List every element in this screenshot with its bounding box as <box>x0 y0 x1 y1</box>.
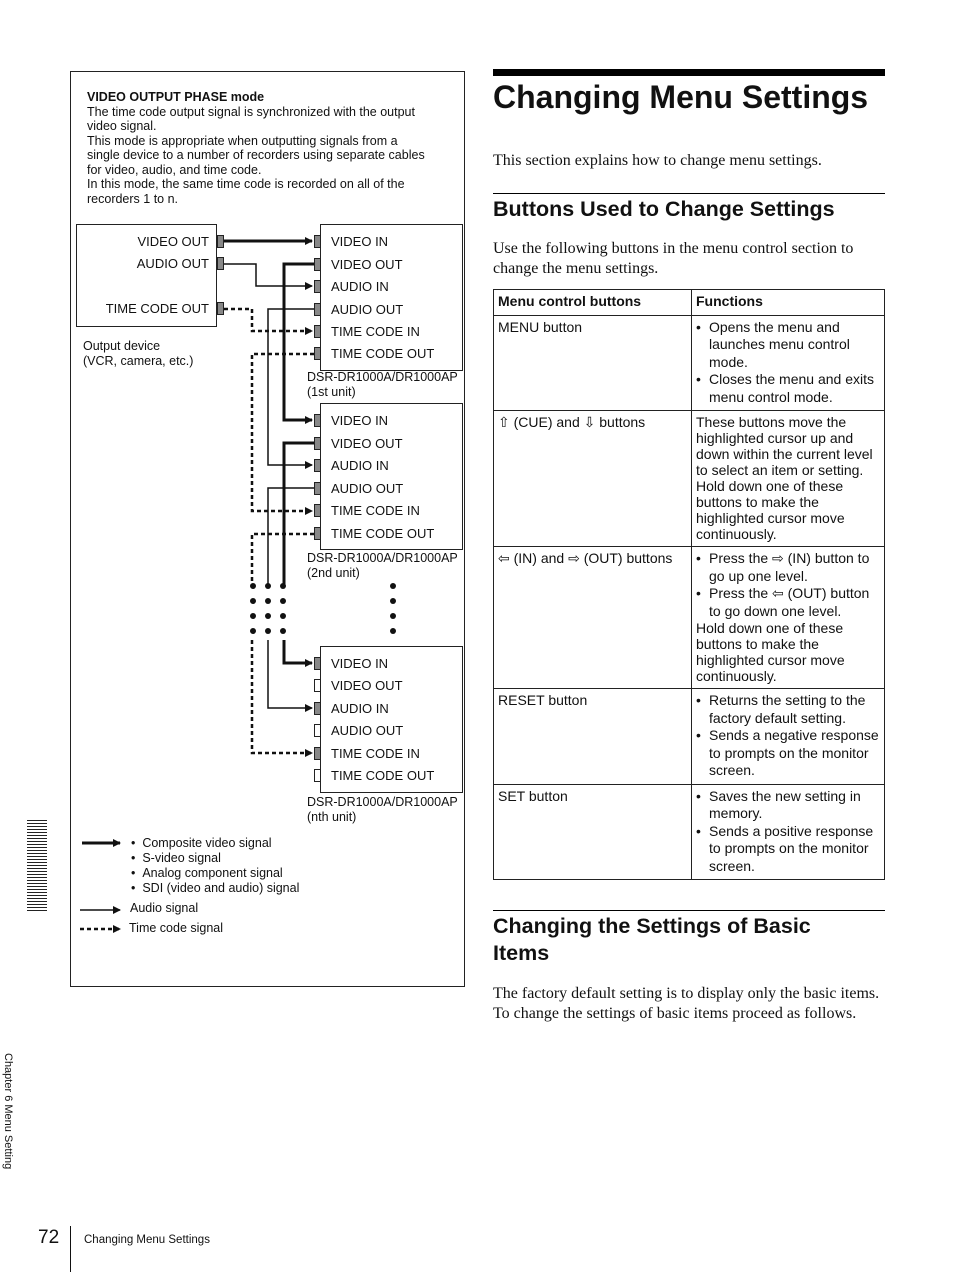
button-function <box>692 411 885 547</box>
note-line: The time code output signal is synchronized with the output <box>87 104 415 119</box>
chapter-side-label: Chapter 6 Menu Setting <box>2 1053 14 1170</box>
note-line: In this mode, the same time code is recorded on all of the <box>87 177 405 191</box>
legend-item-label: Composite video signal <box>142 836 272 850</box>
button-name: ⇧ (CUE) and ⇩ buttons <box>494 411 692 547</box>
page-number: 72 <box>38 1227 60 1248</box>
legend-audio-label: Audio signal <box>130 901 199 915</box>
table-row <box>494 547 885 689</box>
legend-item-label: Analog component signal <box>142 866 283 880</box>
table-row <box>494 411 885 547</box>
unit-port-label: AUDIO IN <box>331 458 389 473</box>
legend-item-label: SDI (video and audio) signal <box>142 881 300 895</box>
function-bullet: • Saves the new setting in memory. <box>696 788 879 823</box>
caption-line: Output device <box>83 339 161 353</box>
note-line: for video, audio, and time code. <box>87 162 262 177</box>
function-bullet: • Sends a positive response to prompts on the monitor screen. <box>696 823 879 876</box>
unit-port-label: TIME CODE OUT <box>331 526 435 541</box>
section-text: The factory default setting is to display only the basic items. To change the settings of basic items proceed as follows. <box>493 985 880 1022</box>
unit-port-label: TIME CODE OUT <box>331 768 435 783</box>
section-heading-basic-items: Changing the Settings of Basic Items <box>493 914 811 965</box>
button-name: MENU button <box>494 315 692 411</box>
caption-line: DSR-DR1000A/DR1000AP <box>307 795 458 809</box>
button-function <box>692 689 885 785</box>
legend-item: • Analog component signal <box>131 866 283 880</box>
unit-port-label: VIDEO OUT <box>331 436 403 451</box>
caption-line: (VCR, camera, etc.) <box>83 354 194 368</box>
unit-port-label: TIME CODE IN <box>331 324 420 339</box>
audio-line <box>224 264 312 286</box>
caption-line: (2nd unit) <box>307 566 360 580</box>
button-name: ⇦ (IN) and ⇨ (OUT) buttons <box>494 547 692 689</box>
function-bullet: • Press the ⇨ (IN) button to go up one level. <box>696 550 879 585</box>
menu-buttons-table <box>493 289 885 880</box>
unit-port-label: AUDIO OUT <box>331 481 404 496</box>
table-header: Menu control buttons <box>494 290 692 316</box>
button-name: RESET button <box>494 689 692 785</box>
note-line: video signal. <box>87 119 157 133</box>
legend-video-items <box>131 836 299 896</box>
timecode-line <box>252 640 312 753</box>
caption-line: DSR-DR1000A/DR1000AP <box>307 370 458 384</box>
note-line: This mode is appropriate when outputting signals from a <box>87 133 398 148</box>
table-row <box>494 689 885 785</box>
port-label-time-code-out: TIME CODE OUT <box>105 301 209 316</box>
unit-port-label: AUDIO IN <box>331 279 389 294</box>
function-text: These buttons move the highlighted cursor up and down within the current level to select an item or setting. Hold down one of these buttons to make the highlighted cursor move continuously. <box>696 414 873 542</box>
unit-port-label: TIME CODE IN <box>331 503 420 518</box>
button-function <box>692 547 885 689</box>
function-bullet: • Closes the menu and exits menu control mode. <box>696 371 879 406</box>
footer-divider <box>70 1226 71 1272</box>
button-function <box>692 784 885 880</box>
note-line: recorders 1 to n. <box>87 191 179 206</box>
function-bullet: • Press the ⇦ (OUT) button to go down one level. <box>696 585 879 620</box>
function-bullet: • Sends a negative response to prompts on the monitor screen. <box>696 727 879 780</box>
function-bullet: • Opens the menu and launches menu control mode. <box>696 319 879 372</box>
unit-port-label: VIDEO IN <box>331 234 389 249</box>
section-rule <box>493 910 885 911</box>
section-heading-buttons: Buttons Used to Change Settings <box>493 197 835 221</box>
unit-port-label: TIME CODE IN <box>331 746 420 761</box>
intro-text: This section explains how to change menu settings. <box>493 152 822 169</box>
title-rule <box>493 69 885 76</box>
unit-port-label: VIDEO IN <box>331 413 389 428</box>
caption-line: (nth unit) <box>307 810 357 824</box>
unit-port-label: TIME CODE OUT <box>331 346 435 361</box>
chapter-tab-marks <box>27 820 47 912</box>
unit-port-label: VIDEO IN <box>331 656 389 671</box>
legend-timecode-label: Time code signal <box>129 921 224 935</box>
button-name: SET button <box>494 784 692 880</box>
caption-line: (1st unit) <box>307 385 356 399</box>
legend-item: • S-video signal <box>131 851 221 865</box>
section-text: Use the following buttons in the menu control section to change the menu settings. <box>493 240 854 277</box>
continuation-dots <box>250 583 396 634</box>
running-title: Changing Menu Settings <box>84 1234 210 1246</box>
unit-port-label: VIDEO OUT <box>331 257 403 272</box>
unit-port-label: VIDEO OUT <box>331 678 403 693</box>
video-line <box>284 264 314 420</box>
port-label-video-out: VIDEO OUT <box>137 234 209 249</box>
legend-item: • Composite video signal <box>131 836 272 850</box>
unit-port-label: AUDIO IN <box>331 701 389 716</box>
function-bullet: • Returns the setting to the factory default setting. <box>696 692 879 727</box>
table-row <box>494 784 885 880</box>
video-line <box>284 640 312 663</box>
audio-line <box>268 488 314 585</box>
table-row <box>494 315 885 411</box>
port-label-audio-out: AUDIO OUT <box>136 256 209 271</box>
section-rule <box>493 193 885 194</box>
function-text: Hold down one of these buttons to make the highlighted cursor move continuously. <box>696 620 845 684</box>
table-header: Functions <box>692 290 885 316</box>
page-title: Changing Menu Settings <box>493 79 869 115</box>
note-line: single device to a number of recorders using separate cables <box>87 148 425 162</box>
note-title: VIDEO OUTPUT PHASE mode <box>87 90 265 104</box>
button-function <box>692 315 885 411</box>
audio-line <box>268 640 312 708</box>
legend-item-label: S-video signal <box>142 851 221 865</box>
table-header-row <box>494 290 885 316</box>
unit-port-label: AUDIO OUT <box>331 723 404 738</box>
legend-item: • SDI (video and audio) signal <box>131 881 300 895</box>
caption-line: DSR-DR1000A/DR1000AP <box>307 551 458 565</box>
unit-port-label: AUDIO OUT <box>331 302 404 317</box>
